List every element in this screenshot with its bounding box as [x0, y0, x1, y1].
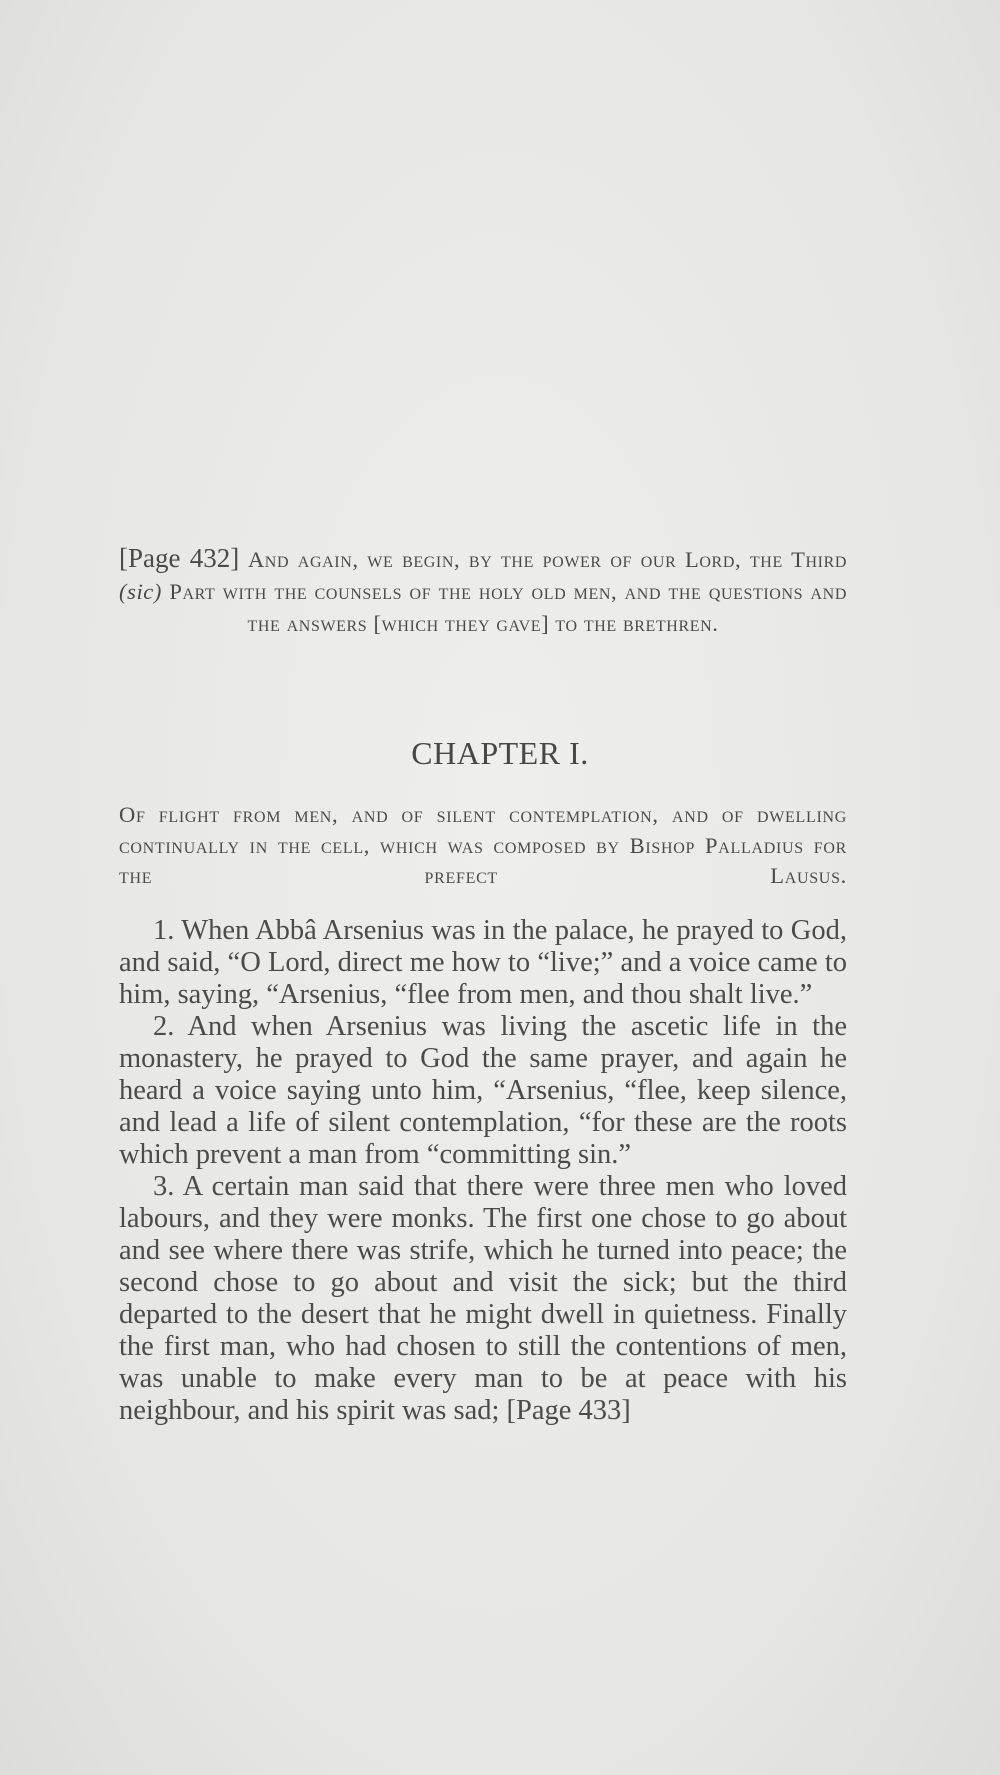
section-heading [119, 542, 847, 640]
chapter-title: CHAPTER I. [411, 735, 589, 771]
paragraph-2 [119, 1011, 847, 1171]
chapter-subtitle: Of flight from men, and of silent contemplation, and of dwelling continually in the cell, which was composed by Bishop Palladius for the prefect Lausus. [119, 802, 847, 888]
paragraph-number: 3. [153, 1171, 175, 1202]
heading-text-part2: Part with the counsels of the holy old men, and the questions and the answers [which they gave] to the brethren. [169, 579, 847, 636]
paragraph-text: A certain man said that there were three men who loved labours, and they were monks. The first one chose to go about and see where there was strife, which he turned into peace; the second chose to go about and visit the sick; but the third departed to the desert that he might dwell in quietness. Finally the first man, who had chosen to still the contentions of men, was unable to make every man to be at peace with his neighbour, and his spirit was sad; [Page 433] [119, 1171, 847, 1426]
paragraph-number: 2. [153, 1011, 175, 1042]
paragraph-3 [119, 1171, 847, 1427]
paragraph-1 [119, 915, 847, 1011]
heading-text-part1: And again, we begin, by the power of our Lord, the Third [247, 547, 847, 572]
paragraph-text: And when Arsenius was living the ascetic life in the monastery, he prayed to God the same prayer, and again he heard a voice saying unto him, “Arsenius, “flee, keep silence, and lead a life of silent contemplation, “for these are the roots which prevent a man from “committing sin.” [119, 1011, 847, 1170]
paragraph-number: 1. [153, 915, 175, 946]
paragraph-text: When Abbâ Arsenius was in the palace, he prayed to God, and said, “O Lord, direct me how to “live;” and a voice came to him, saying, “Arsenius, “flee from men, and thou shalt live.” [119, 915, 847, 1010]
sic-note: (sic) [119, 579, 162, 604]
body-text [119, 915, 847, 1427]
page-reference: [Page 432] [119, 543, 240, 573]
